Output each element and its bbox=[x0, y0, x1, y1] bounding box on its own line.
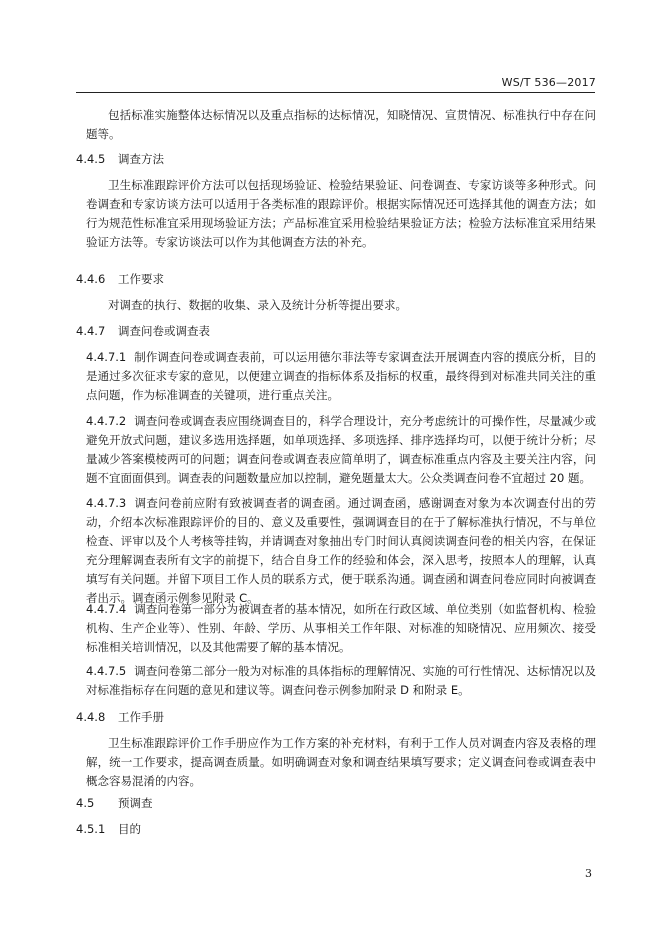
clause-4-4-7-4 bbox=[86, 600, 596, 657]
clause-number: 4.4.7.2 bbox=[86, 414, 127, 428]
paragraph-text: 卫生标准跟踪评价工作手册应作为工作方案的补充材料，有利于工作人员对调查内容及表格的理解，统一工作要求，提高调查质量。如明确调查对象和调查结果填写要求；定义调查问卷或调查表中概念容易混淆的内容。 bbox=[86, 736, 596, 788]
paragraph-text: 卫生标准跟踪评价方法可以包括现场验证、检验结果验证、问卷调查、专家访谈等多种形式。问卷调查和专家访谈方法可以适用于各类标准的跟踪评价。根据实际情况还可选择其他的调查方法；如行为规范性标准宜采用现场验证方法；产品标准宜采用检验结果验证方法；检验方法标准宜采用结果验证方法等。专家访谈法可以作为其他调查方法的补充。 bbox=[86, 178, 596, 249]
section-heading-4-4-7 bbox=[76, 322, 586, 341]
section-title: 预调查 bbox=[118, 796, 153, 810]
section-title: 工作要求 bbox=[118, 272, 164, 286]
section-heading-4-4-5 bbox=[76, 150, 586, 169]
page-number: 3 bbox=[585, 867, 592, 880]
section-title: 目的 bbox=[118, 822, 141, 836]
section-title: 调查问卷或调查表 bbox=[118, 324, 210, 338]
clause-4-4-7-5 bbox=[86, 662, 596, 700]
clause-text: 调查问卷前应附有致被调查者的调查函。通过调查函，感谢调查对象为本次调查付出的劳动，介绍本次标准跟踪评价的目的、意义及重要性，强调调查目的在于了解标准执行情况，不与单位检查、评审以及个人考核等挂钩，并请调查对象抽出专门时间认真阅读调查问卷的相关内容，在保证充分理解调查表所有文字的前提下，结合自身工作的经验和体会，深入思考，按照本人的理解，认真填写有关问题。并留下项目工作人员的联系方式，便于联系沟通。调查函和调查问卷应同时向被调查者出示。调查函示例参见附录 C。 bbox=[86, 496, 596, 605]
section-number: 4.5.1 bbox=[76, 822, 106, 836]
clause-number: 4.4.7.4 bbox=[86, 602, 127, 616]
paragraph-text: 包括标准实施整体达标情况以及重点指标的达标情况，知晓情况、宣贯情况、标准执行中存在问题等。 bbox=[86, 108, 596, 141]
clause-4-4-7-1 bbox=[86, 348, 596, 405]
section-number: 4.5 bbox=[76, 796, 95, 810]
section-number: 4.4.6 bbox=[76, 272, 106, 286]
clause-text: 调查问卷第二部分一般为对标准的具体指标的理解情况、实施的可行性情况、达标情况以及对标准指标存在问题的意见和建议等。调查问卷示例参加附录 D 和附录 E。 bbox=[86, 664, 596, 697]
section-heading-4-4-8 bbox=[76, 708, 586, 727]
header-rule bbox=[76, 92, 595, 93]
paragraph-text: 对调查的执行、数据的收集、录入及统计分析等提出要求。 bbox=[108, 298, 407, 312]
clause-4-4-7-3 bbox=[86, 494, 596, 608]
paragraph-4-4-5 bbox=[86, 176, 596, 252]
clause-number: 4.4.7.1 bbox=[86, 350, 127, 364]
paragraph-4-4-6 bbox=[86, 296, 596, 315]
standard-code: WS/T 536—2017 bbox=[501, 76, 596, 89]
section-number: 4.4.7 bbox=[76, 324, 106, 338]
clause-text: 制作调查问卷或调查表前，可以运用德尔菲法等专家调查法开展调查内容的摸底分析，目的是通过多次征求专家的意见，以便建立调查的指标体系及指标的权重，最终得到对标准共同关注的重点问题，作为标准调查的关键项，进行重点关注。 bbox=[86, 350, 596, 402]
section-heading-4-5 bbox=[76, 794, 586, 813]
section-title: 调查方法 bbox=[118, 152, 164, 166]
paragraph-continuation bbox=[86, 106, 596, 144]
section-title: 工作手册 bbox=[118, 710, 164, 724]
section-heading-4-4-6 bbox=[76, 270, 586, 289]
clause-text: 调查问卷第一部分为被调查者的基本情况，如所在行政区域、单位类别（如监督机构、检验机构、生产企业等）、性别、年龄、学历、从事相关工作年限、对标准的知晓情况、应用频次、接受标准相关培训情况，以及其他需要了解的基本情况。 bbox=[86, 602, 596, 654]
section-number: 4.4.8 bbox=[76, 710, 106, 724]
paragraph-4-4-8 bbox=[86, 734, 596, 791]
clause-text: 调查问卷或调查表应围绕调查目的，科学合理设计，充分考虑统计的可操作性，尽量减少或避免开放式问题，建议多选用选择题，如单项选择、多项选择、排序选择均可，以便于统计分析；尽量减少答案模棱两可的问题；调查问卷或调查表应简单明了，调查标准重点内容及主要关注内容，问题不宜面面俱到。调查表的问题数量应加以控制，避免题量太大。公众类调查问卷不宜超过 20 题。 bbox=[86, 414, 596, 485]
clause-number: 4.4.7.5 bbox=[86, 664, 127, 678]
section-number: 4.4.5 bbox=[76, 152, 106, 166]
section-heading-4-5-1 bbox=[76, 820, 586, 839]
clause-number: 4.4.7.3 bbox=[86, 496, 127, 510]
clause-4-4-7-2 bbox=[86, 412, 596, 488]
